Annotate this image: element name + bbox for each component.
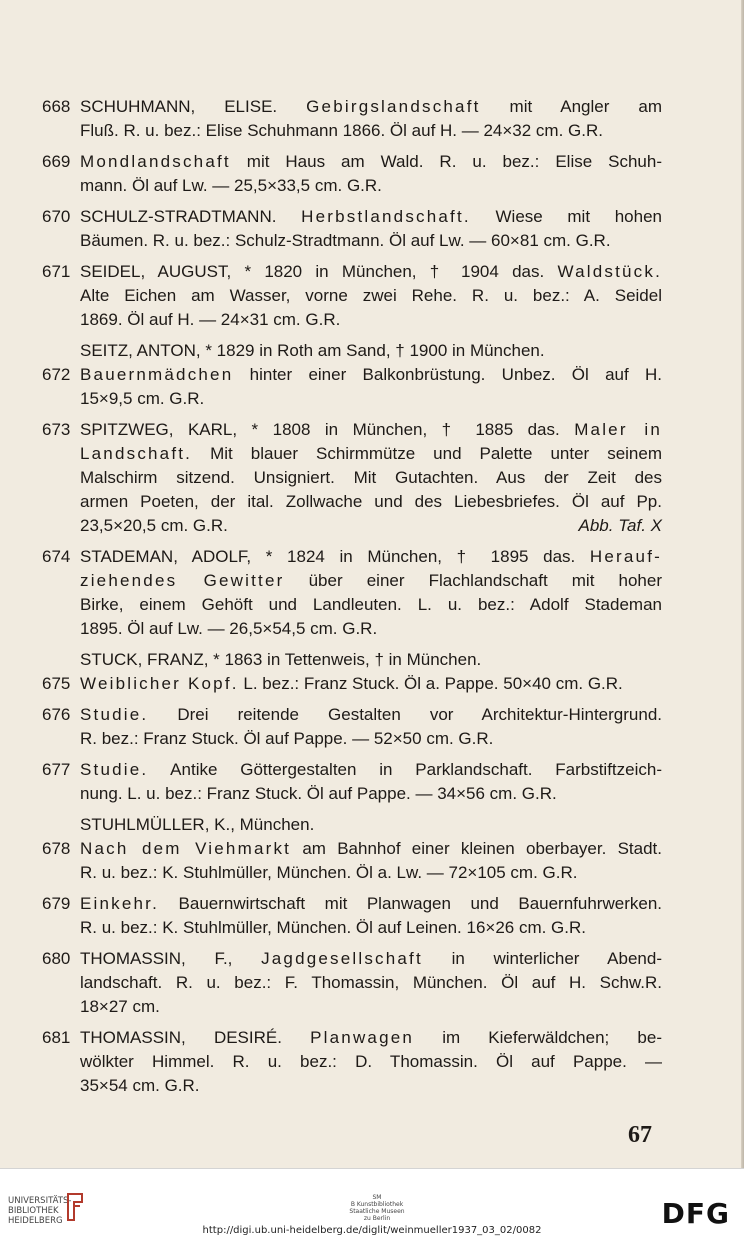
spaced-title: Weiblicher Kopf. — [80, 674, 239, 693]
entry-text: 1895. Öl auf Lw. — 26,5×54,5 cm. G.R. — [80, 619, 378, 638]
entry-line — [80, 229, 662, 253]
entry-text: Mit blauer Schirmmütze und Palette unter seinem — [192, 444, 662, 463]
lot-number: 673 — [42, 420, 71, 439]
entry-line — [80, 995, 662, 1019]
entry-text: R. u. bez.: K. Stuhlmüller, München. Öl a. Lw. — 72×105 cm. G.R. — [80, 863, 578, 882]
entry-text: mit Haus am Wald. R. u. bez.: Elise Schuh- — [230, 152, 662, 171]
catalog-entries — [42, 95, 662, 1098]
entry-line — [80, 260, 662, 284]
artist-heading: STUCK, FRANZ, * 1863 in Tettenweis, † in München. — [80, 650, 482, 669]
entry-text: THOMASSIN, F., — [80, 949, 262, 968]
entry-line — [80, 1026, 662, 1050]
entry-line — [80, 1050, 662, 1074]
catalog-entry — [42, 947, 662, 1019]
entry-text: L. bez.: Franz Stuck. Öl a. Pappe. 50×40 cm. G.R. — [238, 674, 623, 693]
entry-line — [80, 861, 662, 885]
spaced-title: Waldstück. — [557, 262, 662, 281]
entry-text: Bauernwirtschaft mit Planwagen und Bauernfuhrwerken. — [159, 894, 662, 913]
catalog-entry — [42, 418, 662, 538]
lot-number: 675 — [42, 674, 71, 693]
catalog-entry — [42, 758, 662, 806]
entry-line — [80, 308, 662, 332]
entry-line — [80, 174, 662, 198]
lot-number: 681 — [42, 1028, 71, 1047]
entry-line — [80, 119, 662, 143]
lot-number: 676 — [42, 705, 71, 724]
entry-line — [80, 363, 662, 387]
entry-line — [80, 205, 662, 229]
entry-text: R. u. bez.: K. Stuhlmüller, München. Öl auf Leinen. 16×26 cm. G.R. — [80, 918, 587, 937]
spaced-title: Gebirgslandschaft — [306, 97, 481, 116]
entry-text: 35×54 cm. G.R. — [80, 1076, 200, 1095]
spaced-title: Mondlandschaft — [80, 152, 231, 171]
entry-text: armen Poeten, der ital. Zollwache und des Liebesbriefes. Öl auf Pp. — [80, 492, 662, 511]
catalog-entry — [42, 837, 662, 885]
entry-text: Fluß. R. u. bez.: Elise Schuhmann 1866. Öl auf H. — 24×32 cm. G.R. — [80, 121, 603, 140]
plate-reference: Abb. Taf. X — [578, 516, 662, 535]
entry-line — [80, 758, 662, 782]
artist-heading: SEITZ, ANTON, * 1829 in Roth am Sand, † 1900 in München. — [80, 341, 545, 360]
entry-text: R. bez.: Franz Stuck. Öl auf Pappe. — 52×50 cm. G.R. — [80, 729, 494, 748]
catalog-entry — [42, 1026, 662, 1098]
lot-number: 674 — [42, 547, 71, 566]
university-logo-icon — [64, 1192, 86, 1222]
catalog-entry — [42, 545, 662, 641]
entry-line — [80, 703, 662, 727]
lot-number: 680 — [42, 949, 71, 968]
entry-line — [80, 837, 662, 861]
spaced-title: Studie. — [80, 760, 149, 779]
entry-text: STADEMAN, ADOLF, * 1824 in München, † 1895 das. — [80, 547, 590, 566]
catalog-entry — [42, 892, 662, 940]
entry-text: landschaft. R. u. bez.: F. Thomassin, München. Öl auf H. Schw.R. — [80, 973, 662, 992]
spaced-title: Studie. — [80, 705, 149, 724]
catalog-entry — [42, 703, 662, 751]
entry-line — [80, 569, 662, 593]
entry-line — [80, 418, 662, 442]
catalog-entry — [42, 205, 662, 253]
university-library-label — [8, 1196, 71, 1226]
entry-line — [80, 545, 662, 569]
entry-text: SPITZWEG, KARL, * 1808 in München, † 1885 das. — [80, 420, 575, 439]
spaced-title: Herbstlandschaft. — [301, 207, 471, 226]
entry-text: über einer Flachlandschaft mit hoher — [284, 571, 662, 590]
page-number: 67 — [628, 1122, 652, 1148]
digitization-footer — [0, 1168, 744, 1241]
lot-number: 677 — [42, 760, 71, 779]
entry-text: SEIDEL, AUGUST, * 1820 in München, † 1904 das. — [80, 262, 558, 281]
entry-text: Bäumen. R. u. bez.: Schulz-Stradtmann. Öl auf Lw. — 60×81 cm. G.R. — [80, 231, 611, 250]
entry-text: 1869. Öl auf H. — 24×31 cm. G.R. — [80, 310, 341, 329]
entry-line — [80, 466, 662, 490]
entry-text: am Bahnhof einer kleinen oberbayer. Stadt. — [291, 839, 662, 858]
entry-line — [80, 284, 662, 308]
catalog-entry — [42, 363, 662, 411]
lot-number: 670 — [42, 207, 71, 226]
university-line-3: HEIDELBERG — [8, 1216, 63, 1226]
entry-line — [80, 490, 662, 514]
spaced-title: Landschaft. — [80, 444, 193, 463]
entry-line — [80, 387, 662, 411]
entry-text: mann. Öl auf Lw. — 25,5×33,5 cm. G.R. — [80, 176, 382, 195]
entry-text: Birke, einem Gehöft und Landleuten. L. u. bez.: Adolf Stademan — [80, 595, 662, 614]
entry-line — [80, 617, 662, 641]
university-line-1: UNIVERSITÄTS- — [8, 1196, 72, 1206]
entry-text: Malschirm sitzend. Unsigniert. Mit Gutachten. Aus der Zeit des — [80, 468, 662, 487]
catalog-entry — [42, 150, 662, 198]
museum-credit — [322, 1194, 432, 1222]
spaced-title: Jagdgesellschaft — [261, 949, 423, 968]
entry-line — [80, 892, 662, 916]
entry-line — [80, 727, 662, 751]
entry-text: nung. L. u. bez.: Franz Stuck. Öl auf Pappe. — 34×56 cm. G.R. — [80, 784, 557, 803]
entry-line — [80, 947, 662, 971]
entry-line — [80, 442, 662, 466]
entry-text: 23,5×20,5 cm. G.R. — [80, 516, 228, 535]
source-url-link[interactable]: http://digi.ub.uni-heidelberg.de/diglit/weinmueller1937_03_02/0082 — [202, 1225, 542, 1236]
lot-number: 679 — [42, 894, 71, 913]
entry-text: Antike Göttergestalten in Parklandschaft. Farbstiftzeich- — [148, 760, 662, 779]
entry-line — [80, 1074, 662, 1098]
spaced-title: Herauf- — [589, 547, 662, 566]
entry-text: SCHUHMANN, ELISE. — [80, 97, 307, 116]
spaced-title: Maler in — [574, 420, 662, 439]
entry-text: 15×9,5 cm. G.R. — [80, 389, 205, 408]
spaced-title: Nach dem Viehmarkt — [80, 839, 292, 858]
entry-text: Drei reitende Gestalten vor Architektur-Hintergrund. — [148, 705, 662, 724]
spaced-title: Planwagen — [310, 1028, 415, 1047]
catalog-entry — [42, 672, 662, 696]
entry-text: im Kieferwäldchen; be- — [414, 1028, 662, 1047]
lot-number: 668 — [42, 97, 71, 116]
entry-text: THOMASSIN, DESIRÉ. — [80, 1028, 311, 1047]
entry-line — [80, 593, 662, 617]
spaced-title: Bauernmädchen — [80, 365, 234, 384]
entry-text: 18×27 cm. — [80, 997, 160, 1016]
credit-line-3: Staatliche Museen — [349, 1208, 405, 1215]
credit-line-2: B Kunstbibliothek — [350, 1201, 404, 1208]
entry-text: mit Angler am — [480, 97, 662, 116]
spaced-title: ziehendes Gewitter — [80, 571, 285, 590]
dfg-logo: DFG — [661, 1197, 730, 1230]
entry-text: hinter einer Balkonbrüstung. Unbez. Öl auf H. — [233, 365, 662, 384]
catalog-entry — [42, 95, 662, 143]
credit-line-4: zu Berlin — [363, 1215, 391, 1222]
entry-text: wölkter Himmel. R. u. bez.: D. Thomassin. Öl auf Pappe. — — [80, 1052, 662, 1071]
entry-line — [80, 916, 662, 940]
lot-number: 671 — [42, 262, 71, 281]
entry-line — [80, 782, 662, 806]
lot-number: 678 — [42, 839, 71, 858]
lot-number: 669 — [42, 152, 71, 171]
spaced-title: Einkehr. — [80, 894, 160, 913]
entry-line — [80, 971, 662, 995]
entry-line — [80, 95, 662, 119]
entry-text: Wiese mit hohen — [470, 207, 662, 226]
credit-line-1: SM — [372, 1194, 382, 1201]
entry-text: Alte Eichen am Wasser, vorne zwei Rehe. R. u. bez.: A. Seidel — [80, 286, 662, 305]
artist-heading: STUHLMÜLLER, K., München. — [80, 815, 315, 834]
university-line-2: BIBLIOTHEK — [8, 1206, 59, 1216]
catalog-entry — [42, 260, 662, 332]
entry-text: SCHULZ-STRADTMANN. — [80, 207, 302, 226]
entry-text: in winterlicher Abend- — [422, 949, 662, 968]
entry-line — [80, 672, 662, 696]
entry-line — [80, 150, 662, 174]
lot-number: 672 — [42, 365, 71, 384]
entry-line — [80, 514, 662, 538]
